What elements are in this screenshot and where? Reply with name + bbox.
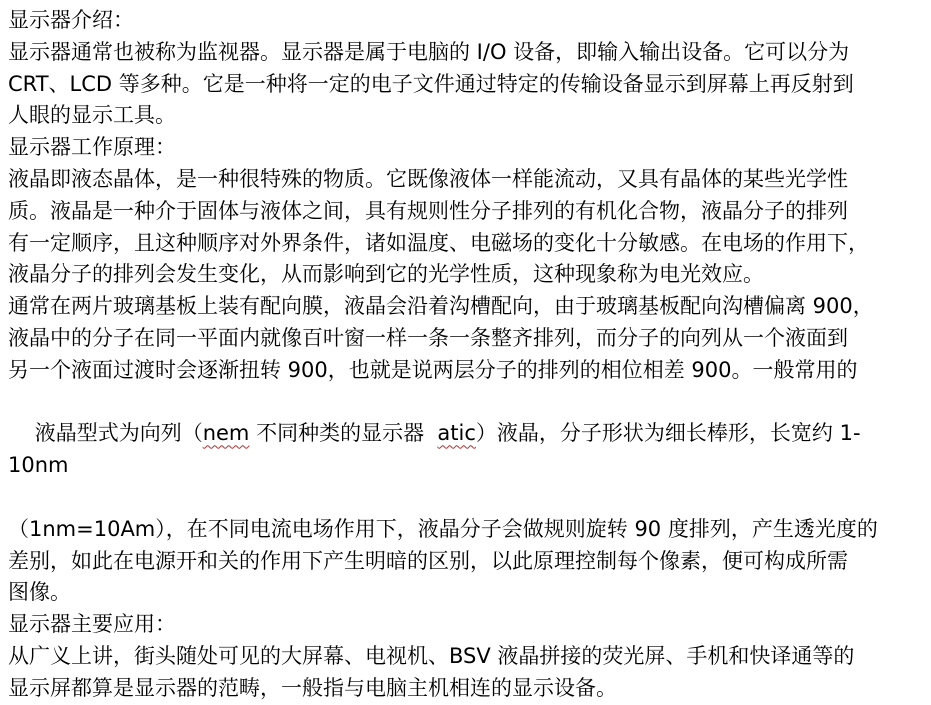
paragraph-line: 差别，如此在电源开和关的作用下产生明暗的区别，以此原理控制每个像素，便可构成所需 [8, 548, 848, 573]
paragraph-line: 液晶即液态晶体，是一种很特殊的物质。它既像液体一样能流动，又具有晶体的某些光学性 [8, 166, 848, 191]
text-segment: 液晶型式为向列（ [34, 421, 203, 446]
paragraph-line: 另一个液面过渡时会逐渐扭转 900，也就是说两层分子的排列的相位相差 900。一般常用的 [8, 357, 858, 382]
paragraph-line: 显示屏都算是显示器的范畴，一般指与电脑主机相连的显示设备。 [8, 675, 617, 700]
paragraph-line: 人眼的显示工具。 [8, 103, 176, 128]
heading-display-intro: 显示器介绍： [8, 8, 134, 32]
misspelled-word-atic: atic [437, 421, 476, 446]
paragraph-line: CRT、LCD 等多种。它是一种将一定的电子文件通过特定的传输设备显示到屏幕上再反射到 [8, 71, 854, 96]
paragraph-line: 有一定顺序，且这种顺序对外界条件，诸如温度、电磁场的变化十分敏感。在电场的作用下， [8, 230, 869, 255]
paragraph-line: 图像。 [8, 580, 71, 605]
paragraph-line: 从广义上讲，街头随处可见的大屏幕、电视机、BSV 液晶拼接的荧光屏、手机和快译通等的 [8, 643, 855, 668]
paragraph-line: （1nm=10Am），在不同电流电场作用下，液晶分子会做规则旋转 90 度排列，产生透光度的 [8, 516, 878, 541]
paragraph-line: 显示器通常也被称为监视器。显示器是属于电脑的 I/O 设备，即输入输出设备。它可以分为 [8, 39, 850, 64]
paragraph-line: 通常在两片玻璃基板上装有配向膜，液晶会沿着沟槽配向，由于玻璃基板配向沟槽偏离 900， [8, 294, 874, 319]
heading-main-applications: 显示器主要应用： [8, 612, 176, 637]
heading-working-principle: 显示器工作原理： [8, 135, 176, 160]
text-segment: 不同种类的显示器 [249, 421, 438, 446]
paragraph-line: 质。液晶是一种介于固体与液体之间，具有规则性分子排列的有机化合物，液晶分子的排列 [8, 198, 848, 223]
paragraph-line: 液晶分子的排列会发生变化，从而影响到它的光学性质，这种现象称为电光效应。 [8, 262, 764, 287]
paragraph-line-with-misspellings [8, 387, 919, 514]
text-segment: ）液晶，分子形状为细长棒形，长宽约 1-10nm [8, 421, 861, 478]
paragraph-line: 液晶中的分子在同一平面内就像百叶窗一样一条一条整齐排列，而分子的向列从一个液面到 [8, 325, 848, 350]
misspelled-word-nem: nem [202, 421, 250, 446]
